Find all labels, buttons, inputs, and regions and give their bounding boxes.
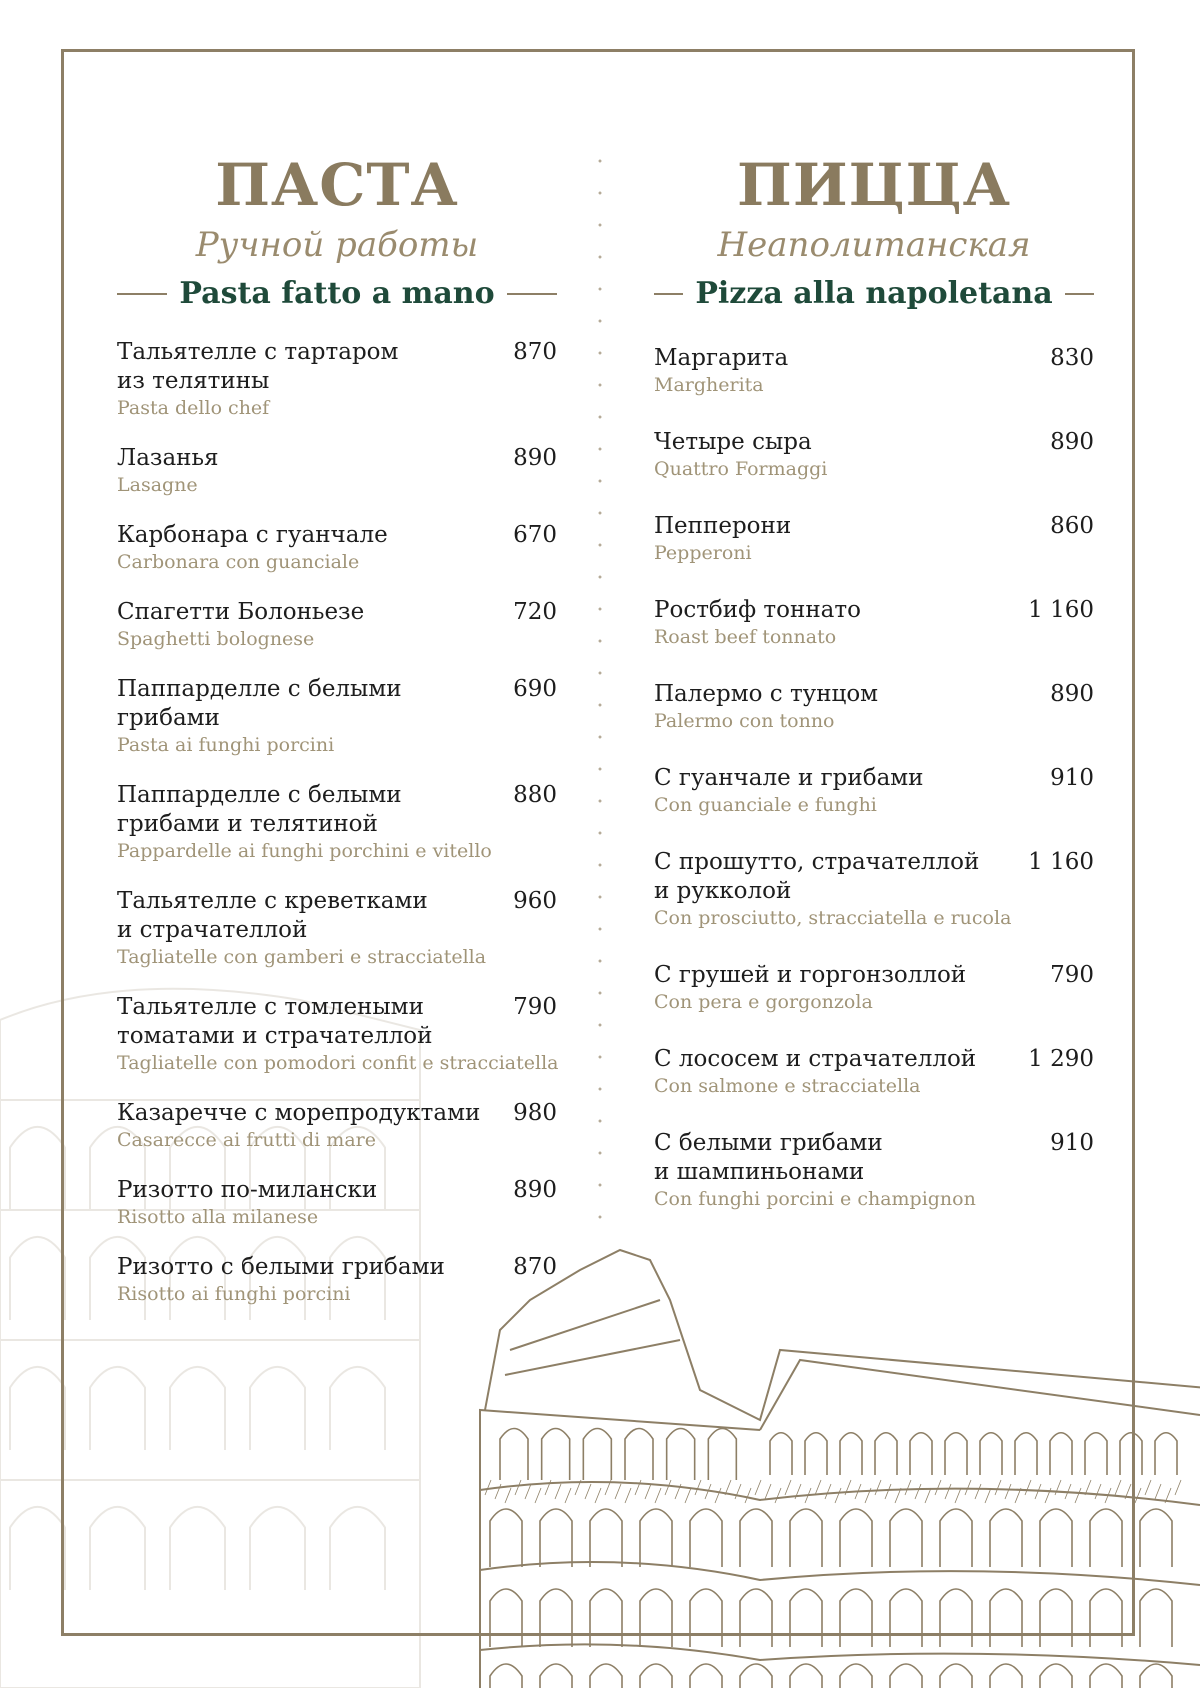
colosseum-illustration xyxy=(470,1240,1200,1688)
item-name: Ризотто с белыми грибами xyxy=(117,1254,445,1280)
menu-item xyxy=(654,848,1094,930)
item-italian-name: Spaghetti bolognese xyxy=(117,628,315,650)
item-italian-name: Con guanciale e funghi xyxy=(654,794,877,816)
item-name: С гуанчале и грибами xyxy=(654,765,924,791)
item-name: Тальятелле с тартаром из телятины xyxy=(117,339,399,394)
menu-item xyxy=(117,444,557,497)
item-price: 790 xyxy=(1050,962,1094,988)
menu-item xyxy=(117,1099,557,1152)
menu-item xyxy=(654,596,1094,649)
menu-item xyxy=(117,1253,557,1306)
item-price: 790 xyxy=(513,994,557,1020)
item-italian-name: Quattro Formaggi xyxy=(654,458,828,480)
item-price: 1 290 xyxy=(1028,1046,1094,1072)
item-italian-name: Con funghi porcini e champignon xyxy=(654,1188,976,1210)
item-price: 880 xyxy=(513,782,557,808)
item-price: 830 xyxy=(1050,345,1094,371)
item-price: 890 xyxy=(513,1177,557,1203)
item-italian-name: Con salmone e stracciatella xyxy=(654,1075,921,1097)
pizza-title: ПИЦЦА xyxy=(737,151,1011,219)
item-price: 980 xyxy=(513,1100,557,1126)
item-italian-name: Risotto alla milanese xyxy=(117,1206,319,1228)
menu-item xyxy=(117,781,557,863)
item-italian-name: Lasagne xyxy=(117,474,198,496)
item-name: Карбонара с гуанчале xyxy=(117,522,388,548)
pasta-italian-heading xyxy=(117,274,557,314)
item-price: 720 xyxy=(513,599,557,625)
item-italian-name: Con pera e gorgonzola xyxy=(654,991,873,1013)
item-price: 890 xyxy=(513,445,557,471)
item-italian-name: Risotto ai funghi porcini xyxy=(117,1283,351,1305)
item-price: 870 xyxy=(513,339,557,365)
item-name: Спагетти Болоньезе xyxy=(117,599,365,625)
pasta-title: ПАСТА xyxy=(215,151,459,219)
menu-item xyxy=(654,344,1094,397)
pizza-italian-title: Pizza alla napoletana xyxy=(695,276,1053,311)
item-italian-name: Tagliatelle con pomodori confit e stracciatella xyxy=(117,1052,559,1074)
item-price: 890 xyxy=(1050,429,1094,455)
heading-rule-left xyxy=(654,293,683,295)
item-price: 670 xyxy=(513,522,557,548)
menu-item xyxy=(654,680,1094,733)
item-price: 960 xyxy=(513,888,557,914)
item-name: С прошутто, страчателлой и рукколой xyxy=(654,849,980,904)
item-name: Четыре сыра xyxy=(654,429,812,455)
item-price: 1 160 xyxy=(1028,849,1094,875)
item-italian-name: Palermo con tonno xyxy=(654,710,835,732)
item-name: Лазанья xyxy=(117,445,219,471)
pizza-subtitle: Неаполитанская xyxy=(717,225,1031,265)
menu-item xyxy=(117,338,557,420)
menu-item xyxy=(654,764,1094,817)
item-name: Паппарделле с белыми грибами xyxy=(117,676,402,731)
item-name: Палермо с тунцом xyxy=(654,681,879,707)
item-price: 910 xyxy=(1050,765,1094,791)
item-name: Тальятелле с томлеными томатами и страчателлой xyxy=(117,994,433,1049)
heading-rule-left xyxy=(117,293,167,295)
pizza-section xyxy=(654,150,1094,1242)
item-name: Пепперони xyxy=(654,513,792,539)
menu-item xyxy=(654,961,1094,1014)
menu-item xyxy=(117,993,557,1075)
item-italian-name: Casarecce ai frutti di mare xyxy=(117,1129,376,1151)
menu-item xyxy=(117,598,557,651)
heading-rule-right xyxy=(1065,293,1094,295)
item-name: Ризотто по-милански xyxy=(117,1177,378,1203)
item-italian-name: Carbonara con guanciale xyxy=(117,551,360,573)
pasta-italian-title: Pasta fatto a mano xyxy=(179,276,495,311)
item-price: 860 xyxy=(1050,513,1094,539)
item-name: Маргарита xyxy=(654,345,789,371)
menu-item xyxy=(117,1176,557,1229)
menu-item xyxy=(654,428,1094,481)
item-italian-name: Margherita xyxy=(654,374,764,396)
item-price: 1 160 xyxy=(1028,597,1094,623)
pizza-list xyxy=(654,344,1094,1211)
item-name: Тальятелле с креветками и страчателлой xyxy=(117,888,428,943)
item-name: С лососем и страчателлой xyxy=(654,1046,977,1072)
column-divider xyxy=(598,145,602,1235)
menu-item xyxy=(654,1129,1094,1211)
heading-rule-right xyxy=(507,293,557,295)
item-italian-name: Pasta dello chef xyxy=(117,397,270,419)
item-name: Паппарделле с белыми грибами и телятиной xyxy=(117,782,402,837)
item-italian-name: Con prosciutto, stracciatella e rucola xyxy=(654,907,1012,929)
item-italian-name: Roast beef tonnato xyxy=(654,626,837,648)
item-price: 870 xyxy=(513,1254,557,1280)
pizza-italian-heading xyxy=(654,274,1094,314)
item-price: 910 xyxy=(1050,1130,1094,1156)
menu-item xyxy=(117,521,557,574)
menu-item xyxy=(117,887,557,969)
item-italian-name: Pepperoni xyxy=(654,542,752,564)
menu-item xyxy=(117,675,557,757)
item-italian-name: Pappardelle ai funghi porchini e vitello xyxy=(117,840,492,862)
pasta-list xyxy=(117,338,557,1306)
item-price: 890 xyxy=(1050,681,1094,707)
menu-item xyxy=(654,512,1094,565)
item-name: Казаречче с морепродуктами xyxy=(117,1100,481,1126)
item-italian-name: Pasta ai funghi porcini xyxy=(117,734,335,756)
item-name: С грушей и горгонзоллой xyxy=(654,962,967,988)
item-name: Ростбиф тоннато xyxy=(654,597,861,623)
item-price: 690 xyxy=(513,676,557,702)
pasta-subtitle: Ручной работы xyxy=(195,225,479,265)
item-italian-name: Tagliatelle con gamberi e stracciatella xyxy=(117,946,487,968)
menu-item xyxy=(654,1045,1094,1098)
item-name: С белыми грибами и шампиньонами xyxy=(654,1130,883,1185)
pasta-section xyxy=(117,150,557,1330)
